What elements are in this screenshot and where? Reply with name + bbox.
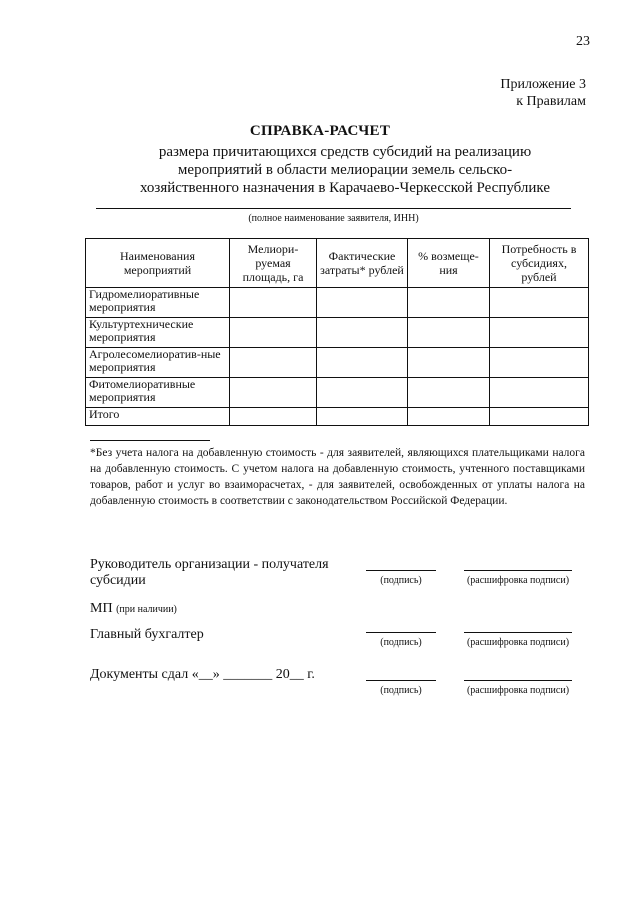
documents-signature-caption: (подпись) [380,685,422,696]
row-label: Итого [86,408,230,426]
table-cell [230,408,317,426]
accountant-decoding-line [464,632,572,633]
documents-signature-line [366,680,436,681]
footnote-text: *Без учета налога на добавленную стоимость - для заявителей, являющихся плательщиками налога на добавленную стоимость. С учетом налога на добавленную стоимость, учтенного поставщиками товаров, работ и услуг во взаиморасчетах, - для заявителей, освобожденных от уплаты налога на добавленную стоимость в соответствии с законодательством Российской Федерации. [90,447,585,507]
documents-decoding-caption: (расшифровка подписи) [466,685,570,696]
table-cell [490,288,589,318]
table-cell [317,348,408,378]
table-cell [317,288,408,318]
table-row [86,288,589,318]
table-total-row [86,408,589,426]
table-header-row [86,239,589,288]
stamp-label [90,601,290,618]
table-cell [490,348,589,378]
subtitle-line-1: размера причитающихся средств субсидий на реализацию [158,144,532,160]
applicant-name-line [96,208,571,209]
document-title: СПРАВКА-РАСЧЕТ [249,123,391,139]
stamp-note: (при наличии) [116,604,177,615]
head-signature-caption: (подпись) [380,575,422,586]
row-label: Фитомелиоративные мероприятия [86,378,230,408]
appendix-line-1: Приложение 3 [500,77,586,92]
accountant-signature-line [366,632,436,633]
table-cell [490,408,589,426]
table-cell [230,378,317,408]
table-cell [230,288,317,318]
table-cell [317,318,408,348]
table-row [86,318,589,348]
footnote-divider [90,440,210,441]
table-cell [408,288,490,318]
documents-submitted-label: Документы сдал «__» _______ 20__ г. [90,667,315,682]
accountant-signature-label: Главный бухгалтер [90,627,204,642]
subtitle-line-2: мероприятий в области мелиорации земель сельско- [177,162,513,178]
row-label: Агролесомелиоратив-ные мероприятия [86,348,230,378]
row-label: Гидромелиоративные мероприятия [86,288,230,318]
table-cell [230,348,317,378]
header-reimbursement-percent: % возмеще-ния [408,239,490,288]
head-decoding-line [464,570,572,571]
header-subsidy-need: Потребность в субсидиях, рублей [490,239,589,288]
header-area: Мелиори-руемая площадь, га [230,239,317,288]
table-cell [408,348,490,378]
applicant-caption: (полное наименование заявителя, ИНН) [248,213,419,224]
table-row [86,378,589,408]
table-cell [408,318,490,348]
appendix-reference [500,76,586,110]
head-decoding-caption: (расшифровка подписи) [466,575,570,586]
header-activity-name: Наименования мероприятий [86,239,230,288]
header-actual-costs: Фактические затраты* рублей [317,239,408,288]
document-subtitle [95,143,595,197]
row-label: Культуртехнические мероприятия [86,318,230,348]
head-signature-label [90,557,360,589]
accountant-signature-caption: (подпись) [380,637,422,648]
table-cell [317,408,408,426]
table-cell [408,408,490,426]
table-cell [408,378,490,408]
table-cell [490,318,589,348]
table-cell [317,378,408,408]
subtitle-line-3: хозяйственного назначения в Карачаево-Черкесской Республике [140,180,550,196]
head-signature-line [366,570,436,571]
table-cell [230,318,317,348]
stamp-mp: МП [90,601,113,616]
table-row [86,348,589,378]
calculation-table [85,238,589,426]
table-cell [490,378,589,408]
appendix-line-2: к Правилам [516,94,586,109]
documents-decoding-line [464,680,572,681]
page-number: 23 [576,34,590,49]
head-label-line-1: Руководитель организации - получателя [90,557,329,572]
accountant-decoding-caption: (расшифровка подписи) [466,637,570,648]
head-label-line-2: субсидии [90,573,146,588]
